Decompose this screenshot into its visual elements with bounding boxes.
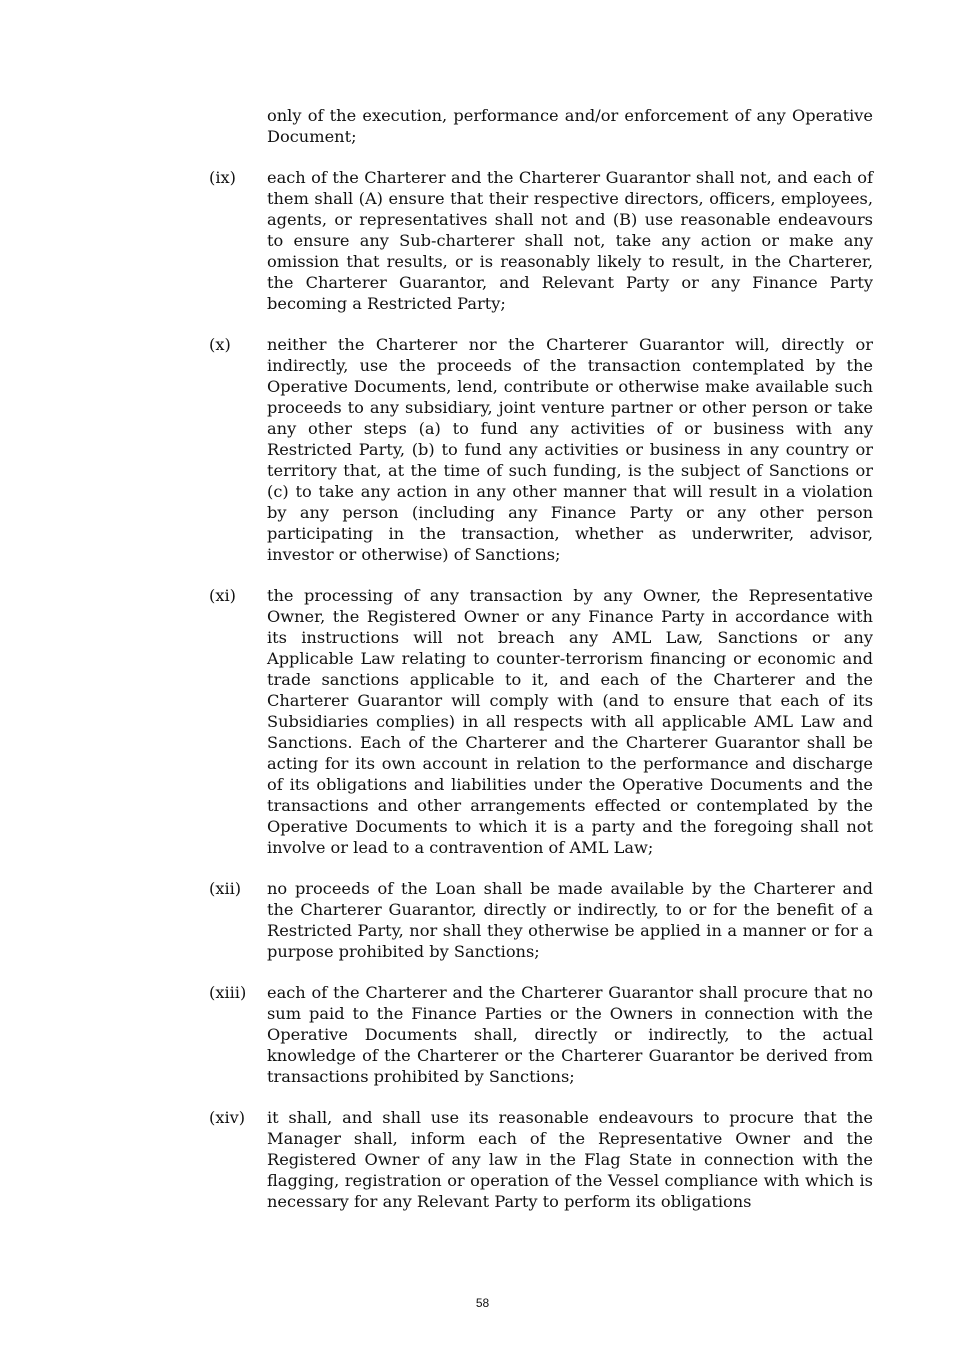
clause-item-xiv (209, 1107, 873, 1212)
clause-text: neither the Charterer nor the Charterer Guarantor will, directly or indirectly, use the proceeds of the transaction contemplated by the Operative Documents, lend, contribute or otherwise make available such proceeds to any subsidiary, joint venture partner or other person or take any other steps (a) to fund any activities of or business with any Restricted Party, (b) to fund any activities or business in any country or territory that, at the time of such funding, is the subject of Sanctions or (c) to take any action in any other manner that will result in a violation by any person (including any Finance Party or any other person participating in the transaction, whether as underwriter, advisor, investor or otherwise) of Sanctions; (267, 335, 873, 564)
clause-label: (x) (209, 335, 231, 354)
clause-list (209, 105, 873, 1212)
clause-text: no proceeds of the Loan shall be made available by the Charterer and the Charterer Guarantor, directly or indirectly, to or for the benefit of a Restricted Party, nor shall they otherwise be applied in a manner or for a purpose prohibited by Sanctions; (267, 879, 873, 961)
clause-item-xi (209, 585, 873, 858)
page-number: 58 (475, 1296, 490, 1310)
clause-text: it shall, and shall use its reasonable endeavours to procure that the Manager shall, inform each of the Representative Owner and the Registered Owner of any law in the Flag State in connection with the flagging, registration or operation of the Vessel compliance with which is necessary for any Relevant Party to perform its obligations (267, 1108, 873, 1211)
clause-text: the processing of any transaction by any Owner, the Representative Owner, the Registered Owner or any Finance Party in accordance with its instructions will not breach any AML Law, Sanctions or any Applicable Law relating to counter-terrorism financing or economic and trade sanctions applicable to it, and each of the Charterer and the Charterer Guarantor will comply with (and to ensure that each of its Subsidiaries complies) in all respects with all applicable AML Law and Sanctions. Each of the Charterer and the Charterer Guarantor shall be acting for its own account in relation to the performance and discharge of its obligations and liabilities under the Operative Documents and the transactions and other arrangements effected or contemplated by the Operative Documents to which it is a party and the foregoing shall not involve or lead to a contravention of AML Law; (267, 586, 873, 857)
clause-label: (xi) (209, 586, 236, 605)
clause-item-xii (209, 878, 873, 962)
clause-label: (ix) (209, 168, 236, 187)
continuation-paragraph: only of the execution, performance and/or enforcement of any Operative Document; (267, 106, 873, 146)
clause-item-xiii (209, 982, 873, 1087)
clause-text: each of the Charterer and the Charterer Guarantor shall not, and each of them shall (A) ensure that their respective directors, officers, employees, agents, or representatives shall not and (B) use reasonable endeavours to ensure any Sub-charterer shall not, take any action or make any omission that results, or is reasonably likely to result, in the Charterer, the Charterer Guarantor, and Relevant Party or any Finance Party becoming a Restricted Party; (267, 168, 873, 313)
clause-text: each of the Charterer and the Charterer Guarantor shall procure that no sum paid to the Finance Parties or the Owners in connection with the Operative Documents shall, directly or indirectly, to the actual knowledge of the Charterer or the Charterer Guarantor be derived from transactions prohibited by Sanctions; (267, 983, 873, 1086)
clause-label: (xiv) (209, 1108, 246, 1127)
clause-label: (xii) (209, 879, 242, 898)
clause-item-x (209, 334, 873, 565)
clause-item-ix (209, 167, 873, 314)
clause-label: (xiii) (209, 983, 247, 1002)
